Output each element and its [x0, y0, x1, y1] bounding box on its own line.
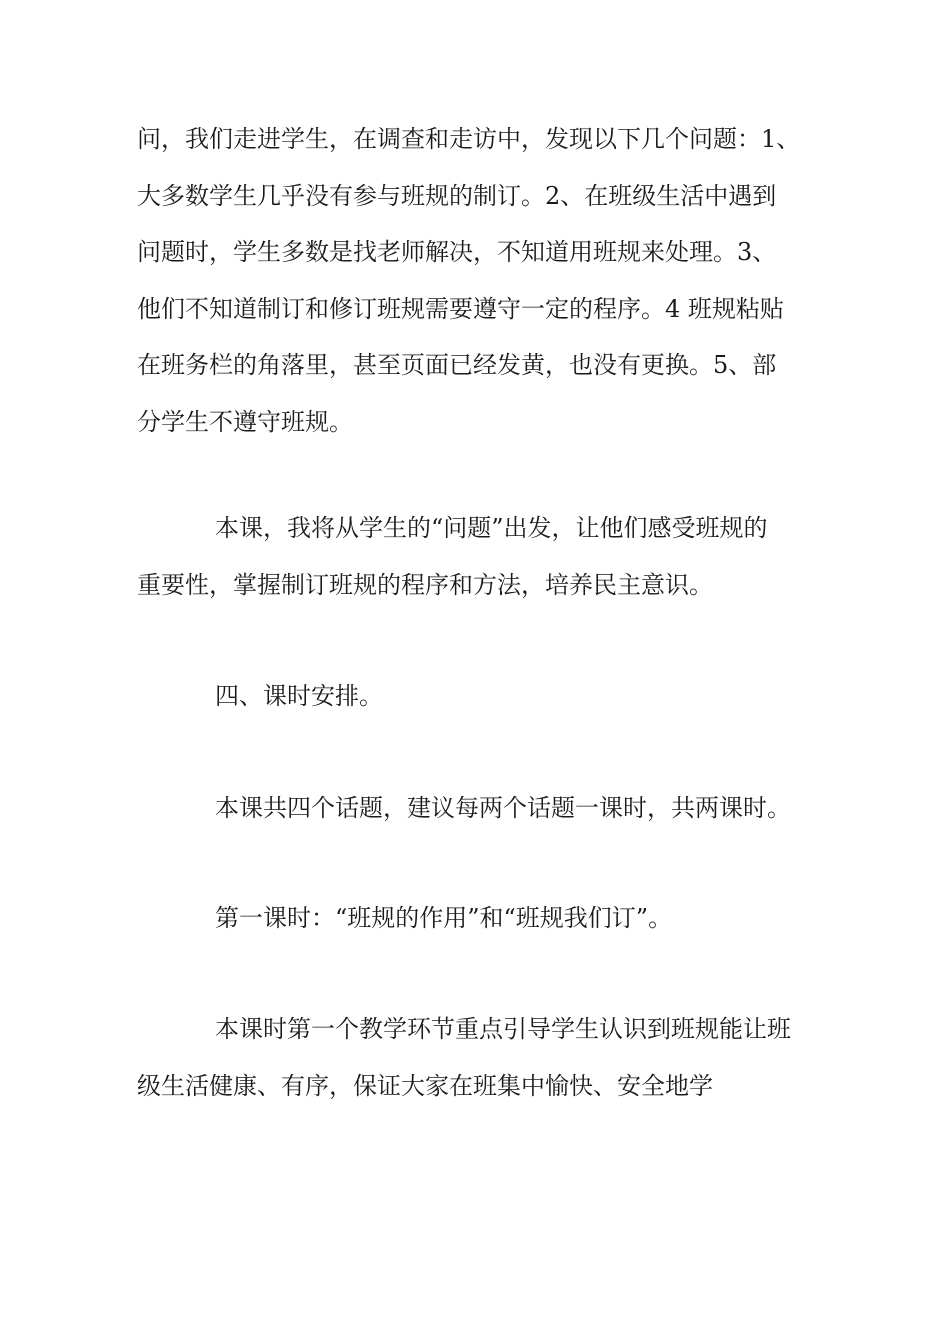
text-line: 四、课时安排。	[215, 682, 383, 710]
text-line: 他们不知道制订和修订班规需要遵守一定的程序。4 班规粘贴	[137, 294, 784, 323]
text-line: 问题时，学生多数是找老师解决，不知道用班规来处理。3、	[137, 238, 777, 266]
paragraph-lesson-goal	[137, 500, 837, 613]
paragraph-first-lesson-detail	[137, 1001, 837, 1114]
text-line: 分学生不遵守班规。	[137, 407, 353, 436]
text-line: 大多数学生几乎没有参与班规的制订。2、在班级生活中遇到	[137, 181, 777, 210]
paragraph-survey-findings	[137, 111, 837, 450]
text-line: 第一课时：“班规的作用”和“班规我们订”。	[215, 904, 673, 932]
text-line: 问，我们走进学生，在调查和走访中，发现以下几个问题：1、	[137, 125, 801, 153]
text-line: 级生活健康、有序，保证大家在班集中愉快、安全地学	[137, 1071, 713, 1100]
text-line: 本课，我将从学生的“问题”出发，让他们感受班规的	[215, 514, 768, 542]
text-line: 在班务栏的角落里，甚至页面已经发黄，也没有更换。5、部	[137, 351, 777, 379]
text-line: 重要性，掌握制订班规的程序和方法，培养民主意识。	[137, 570, 713, 599]
section-heading-schedule	[137, 668, 837, 725]
text-line: 本课时第一个教学环节重点引导学生认识到班规能让班	[215, 1015, 791, 1043]
text-line: 本课共四个话题，建议每两个话题一课时，共两课时。	[215, 794, 791, 822]
paragraph-schedule-summary	[137, 780, 837, 837]
paragraph-first-lesson	[137, 890, 837, 947]
